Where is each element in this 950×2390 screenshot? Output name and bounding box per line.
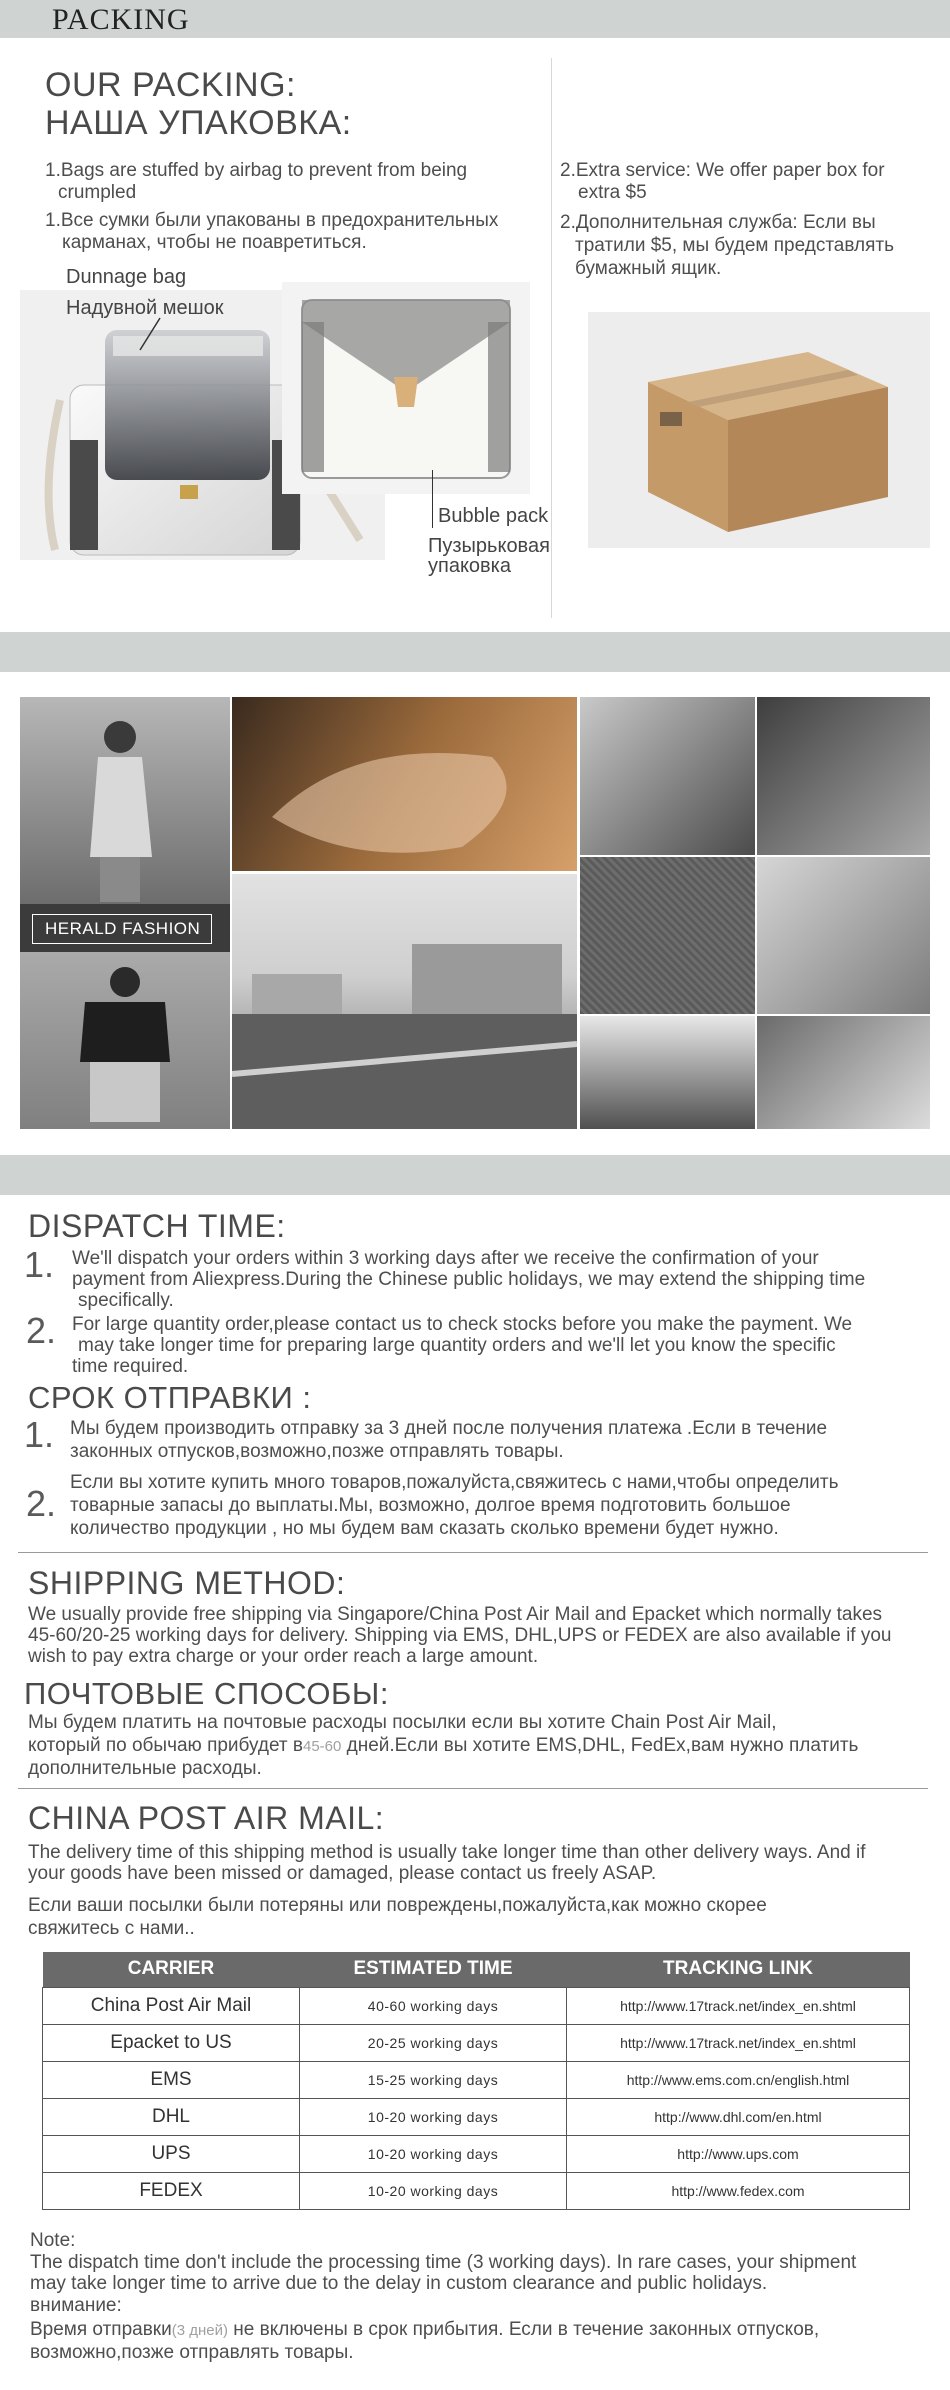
tracking-link-cell[interactable]: http://www.17track.net/index_en.shtml [567,2024,910,2061]
bubble-label-ru-b: упаковка [428,555,511,577]
note-text-ru-days: (3 дней) [171,2322,228,2339]
shipping-text-ru-b [28,1735,858,1757]
shipping-table [42,1952,910,2210]
note-text-ru-a1: Время отправки [30,2319,172,2340]
note-label-en: Note: [30,2230,76,2251]
carrier-cell: DHL [43,2098,300,2135]
note-text-ru-b: возможно,позже отправлять товары. [30,2342,354,2363]
craft-photo-2 [757,697,930,855]
packing-point-1-ru-b: карманах, чтобы не поавретиться. [62,232,367,253]
photo-collage [20,697,930,1129]
leather-illustration [232,697,577,871]
header-estimated-time: ESTIMATED TIME [353,1958,513,1980]
craft-photo-1 [580,697,755,855]
table-header-row [43,1952,910,1987]
dispatch-item2-ru-c: количество продукции , но мы будем вам сказать сколько времени будет нужно. [70,1518,779,1539]
shipping-text-ru-c: дополнительные расходы. [28,1758,262,1779]
factory-photo [232,874,577,1129]
shipping-text-ru-days: 45-60 [302,1738,342,1755]
shipping-text-en-b: 45-60/20-25 working days for delivery. Shipping via EMS, DHL,UPS or FEDEX are also available if you [28,1625,892,1646]
cardboard-box-illustration [588,312,930,548]
dispatch-item1-ru-a: Мы будем производить отправку за 3 дней после получения платежа .Если в течение [70,1418,828,1439]
estimated-time-cell: 10-20 working days [300,2098,567,2135]
bubble-label-en: Bubble pack [438,505,549,527]
craft-photo-3 [580,857,755,1014]
packing-point-1-en-a: 1.Bags are stuffed by airbag to prevent from being [45,160,468,181]
brand-label: HERALD FASHION [45,919,201,938]
bubble-pack-photo [282,282,530,494]
divider-2 [18,1788,928,1789]
packing-point-2-ru-b: тратили $5, мы будем представлять [575,235,895,256]
carrier-cell: UPS [43,2135,300,2172]
divider-1 [18,1552,928,1553]
table-body [43,1987,910,2209]
leather-craft-photo [232,697,577,871]
table-row [43,2172,910,2209]
dispatch-item1-ru-b: законных отпусков,возможно,позже отправлять товары. [70,1441,564,1462]
packing-point-2-ru-c: бумажный ящик. [575,258,722,279]
dispatch-item1-en-b: payment from Aliexpress.During the Chinese public holidays, we may extend the shipping time [72,1269,866,1290]
note-text-en-a: The dispatch time don't include the processing time (3 working days). In rare cases, your shipment [30,2252,857,2273]
packing-title-en: OUR PACKING: [45,66,296,104]
estimated-time-cell: 20-25 working days [300,2024,567,2061]
dispatch-item2-en-c: time required. [72,1356,189,1377]
estimated-time-cell: 15-25 working days [300,2061,567,2098]
airmail-text-en-a: The delivery time of this shipping method is usually take longer time than other delivery ways. And if [28,1842,866,1863]
factory-illustration [232,874,577,1129]
carrier-cell: EMS [43,2061,300,2098]
dispatch-item2-ru-a: Если вы хотите купить много товаров,пожалуйста,свяжитесь с нами,чтобы определить [70,1472,839,1493]
model-illustration-bottom [20,952,230,1129]
tracking-link-cell[interactable]: http://www.fedex.com [567,2172,910,2209]
packing-banner [0,0,950,38]
dispatch-item2-en-a: For large quantity order,please contact us to check stocks before you make the payment. We [72,1314,853,1335]
shipping-text-ru-b1: который по обычаю прибудет в [28,1735,303,1756]
dispatch-item1-en-c: specifically. [78,1290,174,1311]
bubble-pointer-line [432,470,433,528]
carrier-cell: FEDEX [43,2172,300,2209]
estimated-time-cell: 40-60 working days [300,1987,567,2024]
packing-divider [551,58,552,618]
table-row [43,1987,910,2024]
estimated-time-cell: 10-20 working days [300,2135,567,2172]
bubble-label-ru-a: Пузырьковая [428,535,550,557]
collage-top-band [0,632,950,672]
craft-photo-4 [757,857,930,1014]
packing-point-1-en-b: crumpled [58,182,137,203]
collage-bottom-band [0,1155,950,1195]
shipping-text-ru-b3: дней.Если вы хотите EMS,DHL, FedEx,вам нужно платить [341,1735,859,1756]
estimated-time-cell: 10-20 working days [300,2172,567,2209]
table-row [43,2135,910,2172]
note-text-en-b: may take longer time to arrive due to the delay in custom clearance and public holidays. [30,2273,768,2294]
carrier-cell: Epacket to US [43,2024,300,2061]
dispatch-item1-en-a: We'll dispatch your orders within 3 working days after we receive the confirmation of your [72,1248,819,1269]
dispatch-item2-en-b: may take longer time for preparing large quantity orders and we'll let you know the specific [78,1335,836,1356]
packing-banner-title: PACKING [52,3,190,36]
tracking-link-cell[interactable]: http://www.ups.com [567,2135,910,2172]
shipping-title-ru: ПОЧТОВЫЕ СПОСОБЫ: [24,1676,389,1711]
note-label-ru: внимание: [30,2295,122,2316]
craft-photo-6 [757,1016,930,1129]
shipping-title-en: SHIPPING METHOD: [28,1565,346,1601]
packing-point-2-en-a: 2.Extra service: We offer paper box for [560,160,885,181]
dunnage-label-en: Dunnage bag [66,266,187,288]
model-photo-top [20,697,230,904]
note-text-ru-a [30,2319,819,2341]
brand-strip [20,904,230,952]
brand-label-box [32,914,212,944]
shipping-text-ru-a: Мы будем платить на почтовые расходы посылки если вы хотите Chain Post Air Mail, [28,1712,777,1733]
dispatch-ru-item1-number: 1. [24,1414,55,1455]
header-carrier: CARRIER [127,1958,215,1980]
packing-point-2-ru-a: 2.Дополнительная служба: Если вы [560,212,876,233]
tracking-link-cell[interactable]: http://www.dhl.com/en.html [567,2098,910,2135]
note-text-ru-a3: не включены в срок прибытия. Если в течение законных отпусков, [228,2319,820,2340]
bubble-bag-illustration [282,282,530,494]
dispatch-title-ru: СРОК ОТПРАВКИ : [28,1380,312,1415]
craft-photo-5 [580,1016,755,1129]
shipping-text-en-a: We usually provide free shipping via Singapore/China Post Air Mail and Epacket which normally takes [28,1604,883,1625]
tracking-link-cell[interactable]: http://www.ems.com.cn/english.html [567,2061,910,2098]
packing-title-ru: НАША УПАКОВКА: [45,104,352,142]
header-tracking-link: TRACKING LINK [663,1958,813,1980]
paper-box-photo [588,312,930,548]
airmail-text-en-b: your goods have been missed or damaged, please contact us freely ASAP. [28,1863,657,1884]
model-illustration-top [20,697,230,904]
dispatch-ru-item2-number: 2. [26,1483,57,1524]
table-row [43,2098,910,2135]
table-row [43,2061,910,2098]
shipping-text-en-c: wish to pay extra charge or your order reach a large amount. [28,1646,539,1667]
tracking-link-cell[interactable]: http://www.17track.net/index_en.shtml [567,1987,910,2024]
dispatch-title-en: DISPATCH TIME: [28,1208,286,1244]
packing-point-2-en-b: extra $5 [578,182,647,203]
packing-point-1-ru-a: 1.Все сумки были упакованы в предохранительных [45,210,499,231]
airmail-title: CHINA POST AIR MAIL: [28,1800,385,1836]
airmail-text-ru-a: Если ваши посылки были потеряны или повреждены,пожалуйста,как можно скорее [28,1895,767,1916]
airmail-text-ru-b: свяжитесь с нами.. [28,1918,195,1939]
dispatch-item2-number: 2. [26,1310,57,1351]
carrier-cell: China Post Air Mail [43,1987,300,2024]
table-row [43,2024,910,2061]
dunnage-label-ru: Надувной мешок [66,297,224,319]
model-photo-bottom [20,952,230,1129]
dispatch-item2-ru-b: товарные запасы до выплаты.Мы, возможно, долгое время подготовить большое [70,1495,791,1516]
dispatch-item1-number: 1. [24,1244,55,1285]
